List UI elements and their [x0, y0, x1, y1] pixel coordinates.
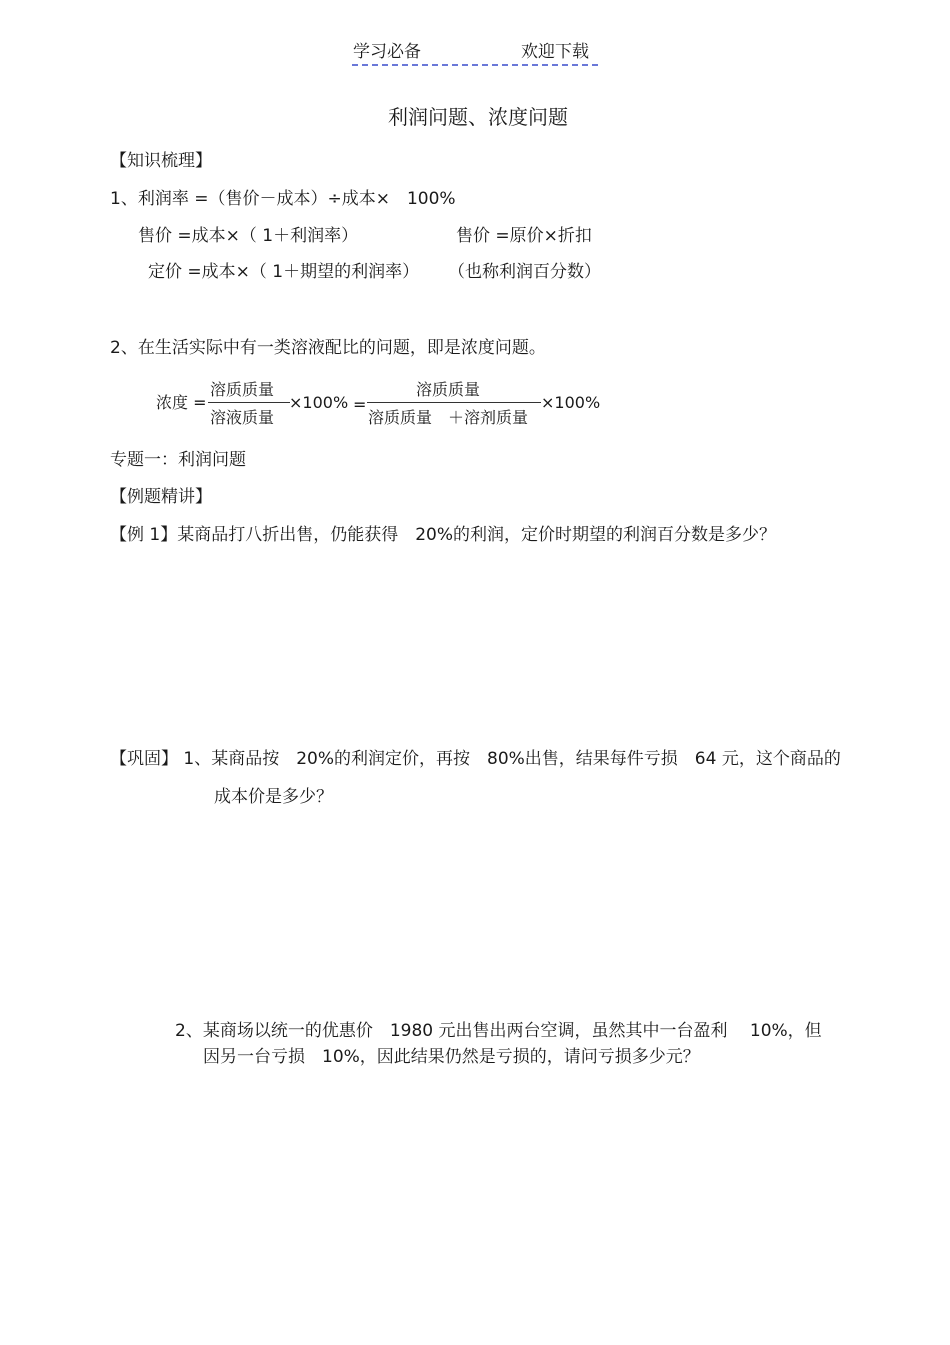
practice-q1-line2: 成本价是多少？	[214, 787, 333, 807]
profit-rate-formula: 1、利润率 =（售价－成本）÷成本× 100%	[110, 189, 456, 209]
sell-price-formula: 售价 =成本×（ 1＋利润率）	[138, 226, 359, 246]
fraction-1-numerator: 溶质质量	[210, 380, 275, 399]
fraction-1-bar	[208, 402, 290, 403]
fraction-2-bar	[367, 402, 541, 403]
practice-q2-line1: 2、某商场以统一的优惠价 1980 元出售出两台空调，虽然其中一台盈利 10%，但	[175, 1021, 822, 1041]
list-price-formula: 定价 =成本×（ 1＋期望的利润率）	[148, 262, 420, 282]
list-price-note: （也称利润百分数）	[448, 262, 601, 282]
header-left-text: 学习必备	[353, 42, 421, 62]
concentration-intro: 2、在生活实际中有一类溶液配比的问题，即是浓度问题。	[110, 338, 546, 358]
page-title: 利润问题、浓度问题	[388, 105, 568, 129]
knowledge-heading: 【知识梳理】	[110, 151, 212, 171]
practice-q1-line1: 【巩固】 1、某商品按 20%的利润定价，再按 80%出售，结果每件亏损 64 元，这个商品的	[110, 749, 841, 769]
topic-1-heading: 专题一：利润问题	[110, 450, 246, 470]
fraction-2-denominator: 溶质质量 ＋溶剂质量	[368, 408, 529, 427]
fraction-2	[367, 380, 541, 428]
formula-equals: =	[353, 395, 367, 414]
sell-price-discount-formula: 售价 =原价×折扣	[456, 226, 592, 246]
fraction-1-denominator: 溶液质量	[210, 408, 275, 427]
formula-lhs: 浓度 =	[156, 393, 207, 412]
formula-times-1: ×100%	[289, 393, 349, 412]
example-1: 【例 1】某商品打八折出售，仍能获得 20%的利润，定价时期望的利润百分数是多少？	[110, 525, 777, 545]
fraction-2-numerator: 溶质质量	[416, 380, 481, 399]
examples-heading: 【例题精讲】	[110, 487, 212, 507]
fraction-1	[208, 380, 290, 428]
formula-times-2: ×100%	[541, 393, 601, 412]
header-right-text: 欢迎下载	[521, 42, 589, 62]
practice-q2-line2: 因另一台亏损 10%，因此结果仍然是亏损的，请问亏损多少元？	[203, 1047, 700, 1067]
header-divider	[352, 64, 598, 66]
